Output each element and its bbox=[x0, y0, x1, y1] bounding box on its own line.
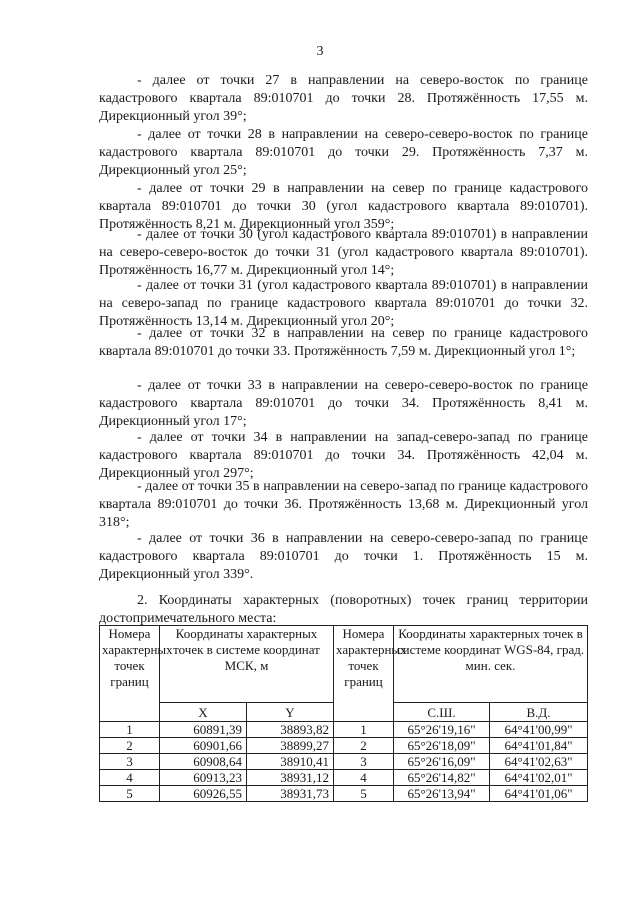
paragraph-point-31: - далее от точки 31 (угол кадастрового квартала 89:010701) в направлении на северо-запад по границе кадастрового квартала 89:010701 до точки 32. Протяжённость 13,14 м. Дирекционный угол 20°; bbox=[99, 278, 588, 329]
section-title: 2. Координаты характерных (поворотных) точек границ территории достопримечательного места: bbox=[99, 593, 588, 626]
paragraph-point-35: - далее от точки 35 в направлении на северо-запад по границе кадастрового квартала 89:010701 до точки 36. Протяжённость 13,68 м. Дирекционный угол 318°; bbox=[99, 479, 588, 530]
header-wgs-coordinates: Координаты характерных точек в системе координат WGS-84, град. мин. сек. bbox=[394, 626, 588, 703]
coord-lon: 64°41'00,99" bbox=[490, 722, 588, 738]
table-row bbox=[100, 786, 588, 802]
coordinates-table bbox=[99, 625, 588, 802]
coord-y: 38893,82 bbox=[247, 722, 334, 738]
header-point-numbers-2: Номера характерных точек границ bbox=[334, 626, 394, 722]
table-row bbox=[100, 754, 588, 770]
coord-x: 60926,55 bbox=[160, 786, 247, 802]
point-number: 2 bbox=[100, 738, 160, 754]
subheader-longitude: В.Д. bbox=[490, 703, 588, 722]
point-number-2: 1 bbox=[334, 722, 394, 738]
paragraph-point-32: - далее от точки 32 в направлении на север по границе кадастрового квартала 89:010701 до точки 33. Протяжённость 7,59 м. Дирекционный угол 1°; bbox=[99, 326, 588, 359]
coord-lat: 65°26'16,09" bbox=[394, 754, 490, 770]
paragraph-point-34: - далее от точки 34 в направлении на запад-северо-запад по границе кадастрового квартала 89:010701 до точки 34. Протяжённость 42,04 м. Дирекционный угол 297°; bbox=[99, 430, 588, 481]
table-row bbox=[100, 738, 588, 754]
subheader-y: Y bbox=[247, 703, 334, 722]
point-number: 4 bbox=[100, 770, 160, 786]
subheader-latitude: С.Ш. bbox=[394, 703, 490, 722]
point-number: 3 bbox=[100, 754, 160, 770]
paragraph-point-27: - далее от точки 27 в направлении на северо-восток по границе кадастрового квартала 89:010701 до точки 28. Протяжённость 17,55 м. Дирекционный угол 39°; bbox=[99, 73, 588, 124]
header-msk-coordinates: Координаты характерных точек в системе координат МСК, м bbox=[160, 626, 334, 703]
coord-y: 38931,12 bbox=[247, 770, 334, 786]
paragraph-point-29: - далее от точки 29 в направлении на север по границе кадастрового квартала 89:010701 до точки 30 (угол кадастрового квартала 89:010701). Протяжённость 8,21 м. Дирекционный угол 359°; bbox=[99, 181, 588, 232]
paragraph-point-30: - далее от точки 30 (угол кадастрового квартала 89:010701) в направлении на северо-северо-восток до точки 31 (угол кадастрового квартала 89:010701). Протяжённость 16,77 м. Дирекционный угол 14°; bbox=[99, 227, 588, 278]
coord-lat: 65°26'19,16" bbox=[394, 722, 490, 738]
coord-x: 60908,64 bbox=[160, 754, 247, 770]
subheader-x: X bbox=[160, 703, 247, 722]
point-number: 5 bbox=[100, 786, 160, 802]
table-row bbox=[100, 722, 588, 738]
point-number: 1 bbox=[100, 722, 160, 738]
coord-lat: 65°26'14,82" bbox=[394, 770, 490, 786]
point-number-2: 3 bbox=[334, 754, 394, 770]
coord-y: 38899,27 bbox=[247, 738, 334, 754]
paragraph-point-33: - далее от точки 33 в направлении на северо-северо-восток по границе кадастрового квартала 89:010701 до точки 34. Протяжённость 8,41 м. Дирекционный угол 17°; bbox=[99, 378, 588, 429]
coord-lat: 65°26'18,09" bbox=[394, 738, 490, 754]
coord-lat: 65°26'13,94" bbox=[394, 786, 490, 802]
coord-y: 38931,73 bbox=[247, 786, 334, 802]
paragraph-point-28: - далее от точки 28 в направлении на северо-северо-восток по границе кадастрового квартала 89:010701 до точки 29. Протяжённость 7,37 м. Дирекционный угол 25°; bbox=[99, 127, 588, 178]
point-number-2: 2 bbox=[334, 738, 394, 754]
point-number-2: 5 bbox=[334, 786, 394, 802]
coord-x: 60891,39 bbox=[160, 722, 247, 738]
coord-lon: 64°41'01,84" bbox=[490, 738, 588, 754]
coord-lon: 64°41'02,01" bbox=[490, 770, 588, 786]
point-number-2: 4 bbox=[334, 770, 394, 786]
coord-y: 38910,41 bbox=[247, 754, 334, 770]
coord-lon: 64°41'01,06" bbox=[490, 786, 588, 802]
page-number: 3 bbox=[316, 44, 324, 59]
coord-x: 60913,23 bbox=[160, 770, 247, 786]
coord-lon: 64°41'02,63" bbox=[490, 754, 588, 770]
paragraph-point-36: - далее от точки 36 в направлении на северо-северо-запад по границе кадастрового квартала 89:010701 до точки 1. Протяжённость 15 м. Дирекционный угол 339°. bbox=[99, 531, 588, 582]
coord-x: 60901,66 bbox=[160, 738, 247, 754]
header-point-numbers: Номера характерных точек границ bbox=[100, 626, 160, 722]
table-row bbox=[100, 770, 588, 786]
